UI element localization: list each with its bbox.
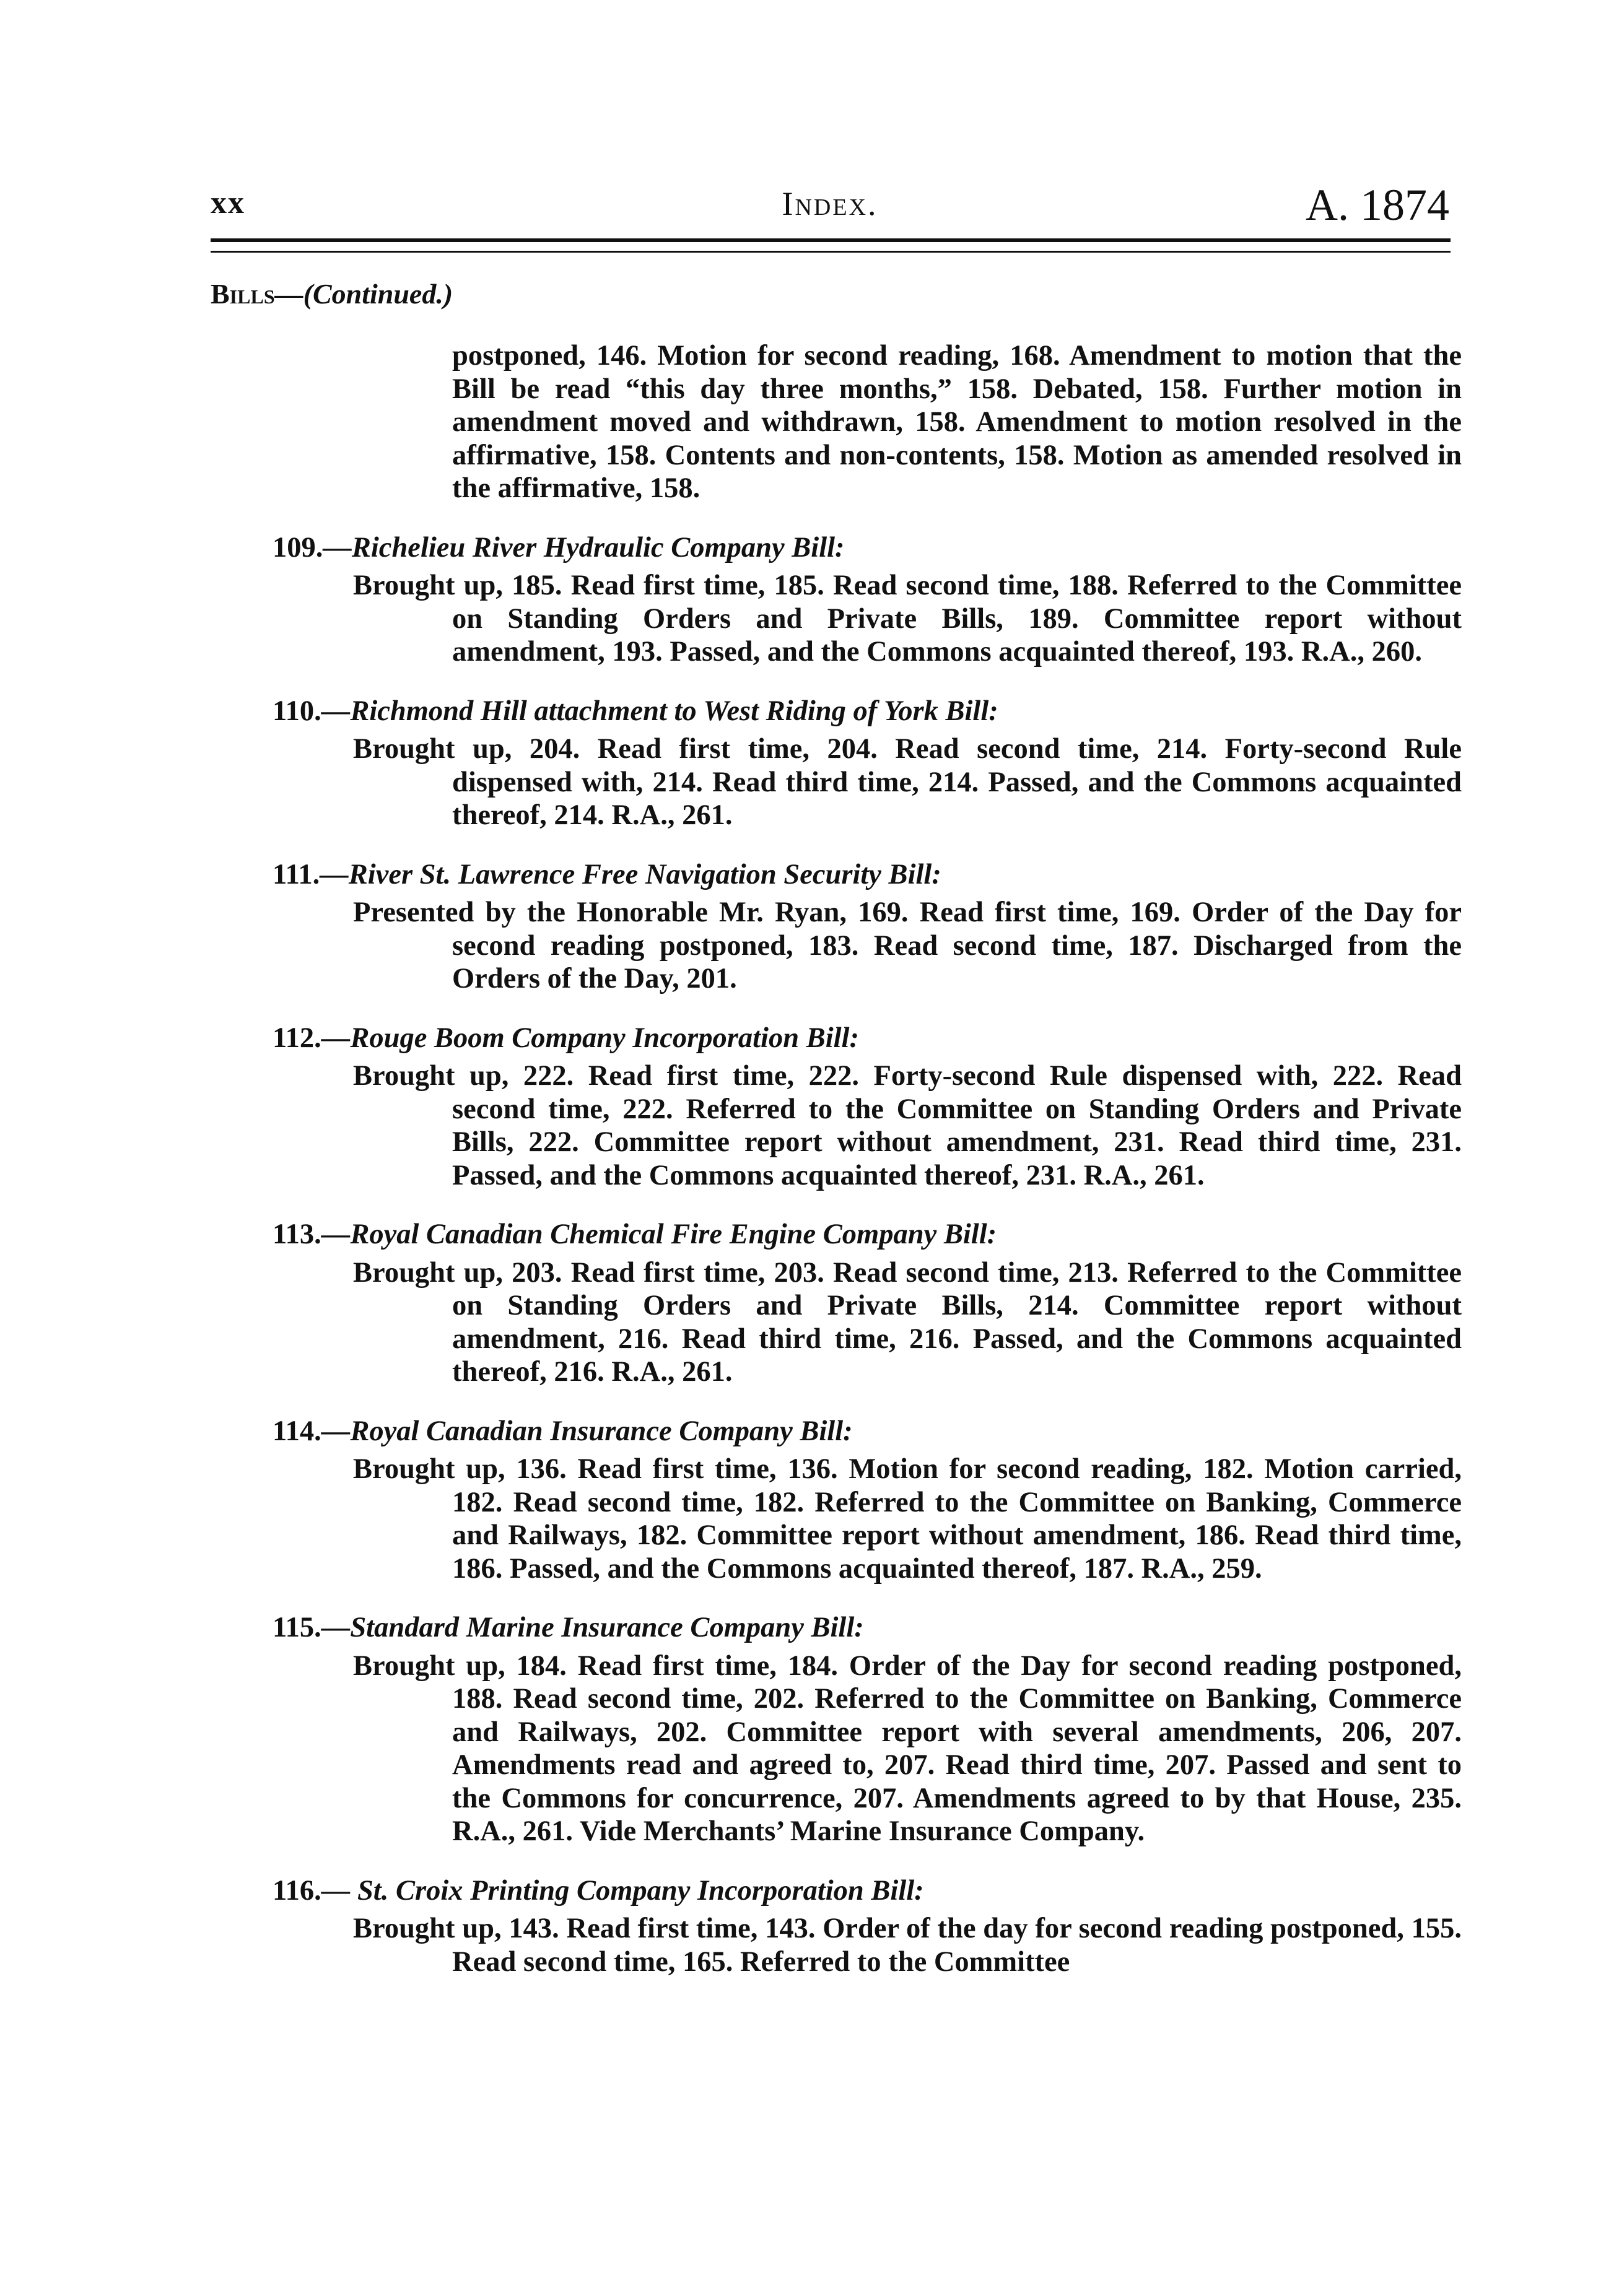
index-entry-113: [273, 1218, 1462, 1389]
entry-heading: [273, 531, 1462, 565]
entry-title: — St. Croix Printing Company Incorporation Bill:: [321, 1874, 924, 1907]
entry-title: —Royal Canadian Insurance Company Bill:: [321, 1415, 853, 1447]
entry-number: 111.: [273, 858, 320, 890]
entry-text: Brought up, 222. Read first time, 222. Forty-second Rule dispensed with, 222. Read second time, 222. Referred to the Committee on Standing Orders and Private Bills, 222. Committee report without amendment, 231. Read third time, 231. Passed, and the Commons acquainted thereof, 231. R.A., 261.: [353, 1060, 1462, 1191]
running-title: Index.: [782, 185, 878, 222]
entry-text: Brought up, 204. Read first time, 204. Read second time, 214. Forty-second Rule dispensed with, 214. Read third time, 214. Passed, and the Commons acquainted thereof, 214. R.A., 261.: [353, 733, 1462, 831]
index-entry-109: [273, 531, 1462, 669]
entry-text: Brought up, 184. Read first time, 184. Order of the Day for second reading postponed, 188. Read second time, 202. Referred to the Committee on Banking, Commerce and Railways, 202. Committee report with several amendments, 206, 207. Amendments read and agreed to, 207. Read third time, 207. Passed and sent to the Commons for concurrence, 207. Amendments agreed to by that House, 235. R.A., 261. Vide Merchants’ Marine Insurance Company.: [353, 1650, 1462, 1847]
header-rule: [211, 238, 1451, 253]
index-entry-112: [273, 1022, 1462, 1193]
entry-title: —Richelieu River Hydraulic Company Bill:: [323, 531, 845, 563]
index-entry-115: [273, 1611, 1462, 1848]
entry-number: 112.: [273, 1022, 321, 1054]
page-number: xx: [211, 185, 245, 220]
entry-heading: [273, 695, 1462, 728]
entry-heading: [273, 1415, 1462, 1448]
entry-number: 114.: [273, 1415, 321, 1447]
section-label: Bills: [211, 278, 275, 310]
entry-text: Brought up, 143. Read first time, 143. Order of the day for second reading postponed, 155. Read second time, 165. Referred to the Committee: [353, 1913, 1462, 1978]
year-label: A. 1874: [1306, 180, 1449, 230]
entry-text: Brought up, 136. Read first time, 136. Motion for second reading, 182. Motion carried, 182. Read second time, 182. Referred to the Committee on Banking, Commerce and Railways, 182. Committee report without amendment, 186. Read third time, 186. Passed, and the Commons acquainted thereof, 187. R.A., 259.: [353, 1453, 1462, 1585]
entry-heading: [273, 1218, 1462, 1251]
entry-heading: [273, 1022, 1462, 1055]
entry-title: —Richmond Hill attachment to West Riding of York Bill:: [321, 695, 998, 727]
page-header: [211, 180, 1449, 235]
entry-title: —Standard Marine Insurance Company Bill:: [321, 1612, 864, 1643]
entry-heading: [273, 1611, 1462, 1645]
entry-text: Brought up, 203. Read first time, 203. Read second time, 213. Referred to the Committee on Standing Orders and Private Bills, 214. Committee report without amendment, 216. Read third time, 216. Passed, and the Commons acquainted thereof, 216. R.A., 261.: [353, 1256, 1462, 1388]
entry-title: —Rouge Boom Company Incorporation Bill:: [321, 1022, 859, 1054]
index-entry-111: [273, 858, 1462, 996]
entry-number: 110.: [273, 695, 321, 727]
entry-title: —Royal Canadian Chemical Fire Engine Company Bill:: [321, 1219, 997, 1250]
entry-heading: [273, 858, 1462, 892]
index-entry-114: [273, 1415, 1462, 1586]
entry-number: 115.: [273, 1612, 321, 1643]
continued-label: —(Continued.): [274, 278, 453, 310]
section-continued-heading: [211, 277, 453, 310]
entry-text: Presented by the Honorable Mr. Ryan, 169. Read first time, 169. Order of the Day for second reading postponed, 183. Read second time, 187. Discharged from the Orders of the Day, 201.: [353, 897, 1462, 994]
entry-heading: [273, 1874, 1462, 1908]
index-entry-116: [273, 1874, 1462, 1979]
continuation-paragraph: postponed, 146. Motion for second reading, 168. Amendment to motion that the Bill be read “this day three months,” 158. Debated, 158. Further motion in amendment moved and withdrawn, 158. Amendment to motion resolved in the affirmative, 158. Contents and non-contents, 158. Motion as amended resolved in the affirmative, 158.: [452, 340, 1462, 504]
entry-text: Brought up, 185. Read first time, 185. Read second time, 188. Referred to the Committee on Standing Orders and Private Bills, 189. Committee report without amendment, 193. Passed, and the Commons acquainted thereof, 193. R.A., 260.: [353, 570, 1462, 667]
entry-number: 116.: [273, 1874, 321, 1907]
entry-number: 109.: [273, 531, 323, 563]
entry-number: 113.: [273, 1219, 321, 1250]
index-entry-110: [273, 695, 1462, 832]
index-content: [273, 339, 1462, 1978]
entry-title: —River St. Lawrence Free Navigation Security Bill:: [320, 858, 941, 890]
